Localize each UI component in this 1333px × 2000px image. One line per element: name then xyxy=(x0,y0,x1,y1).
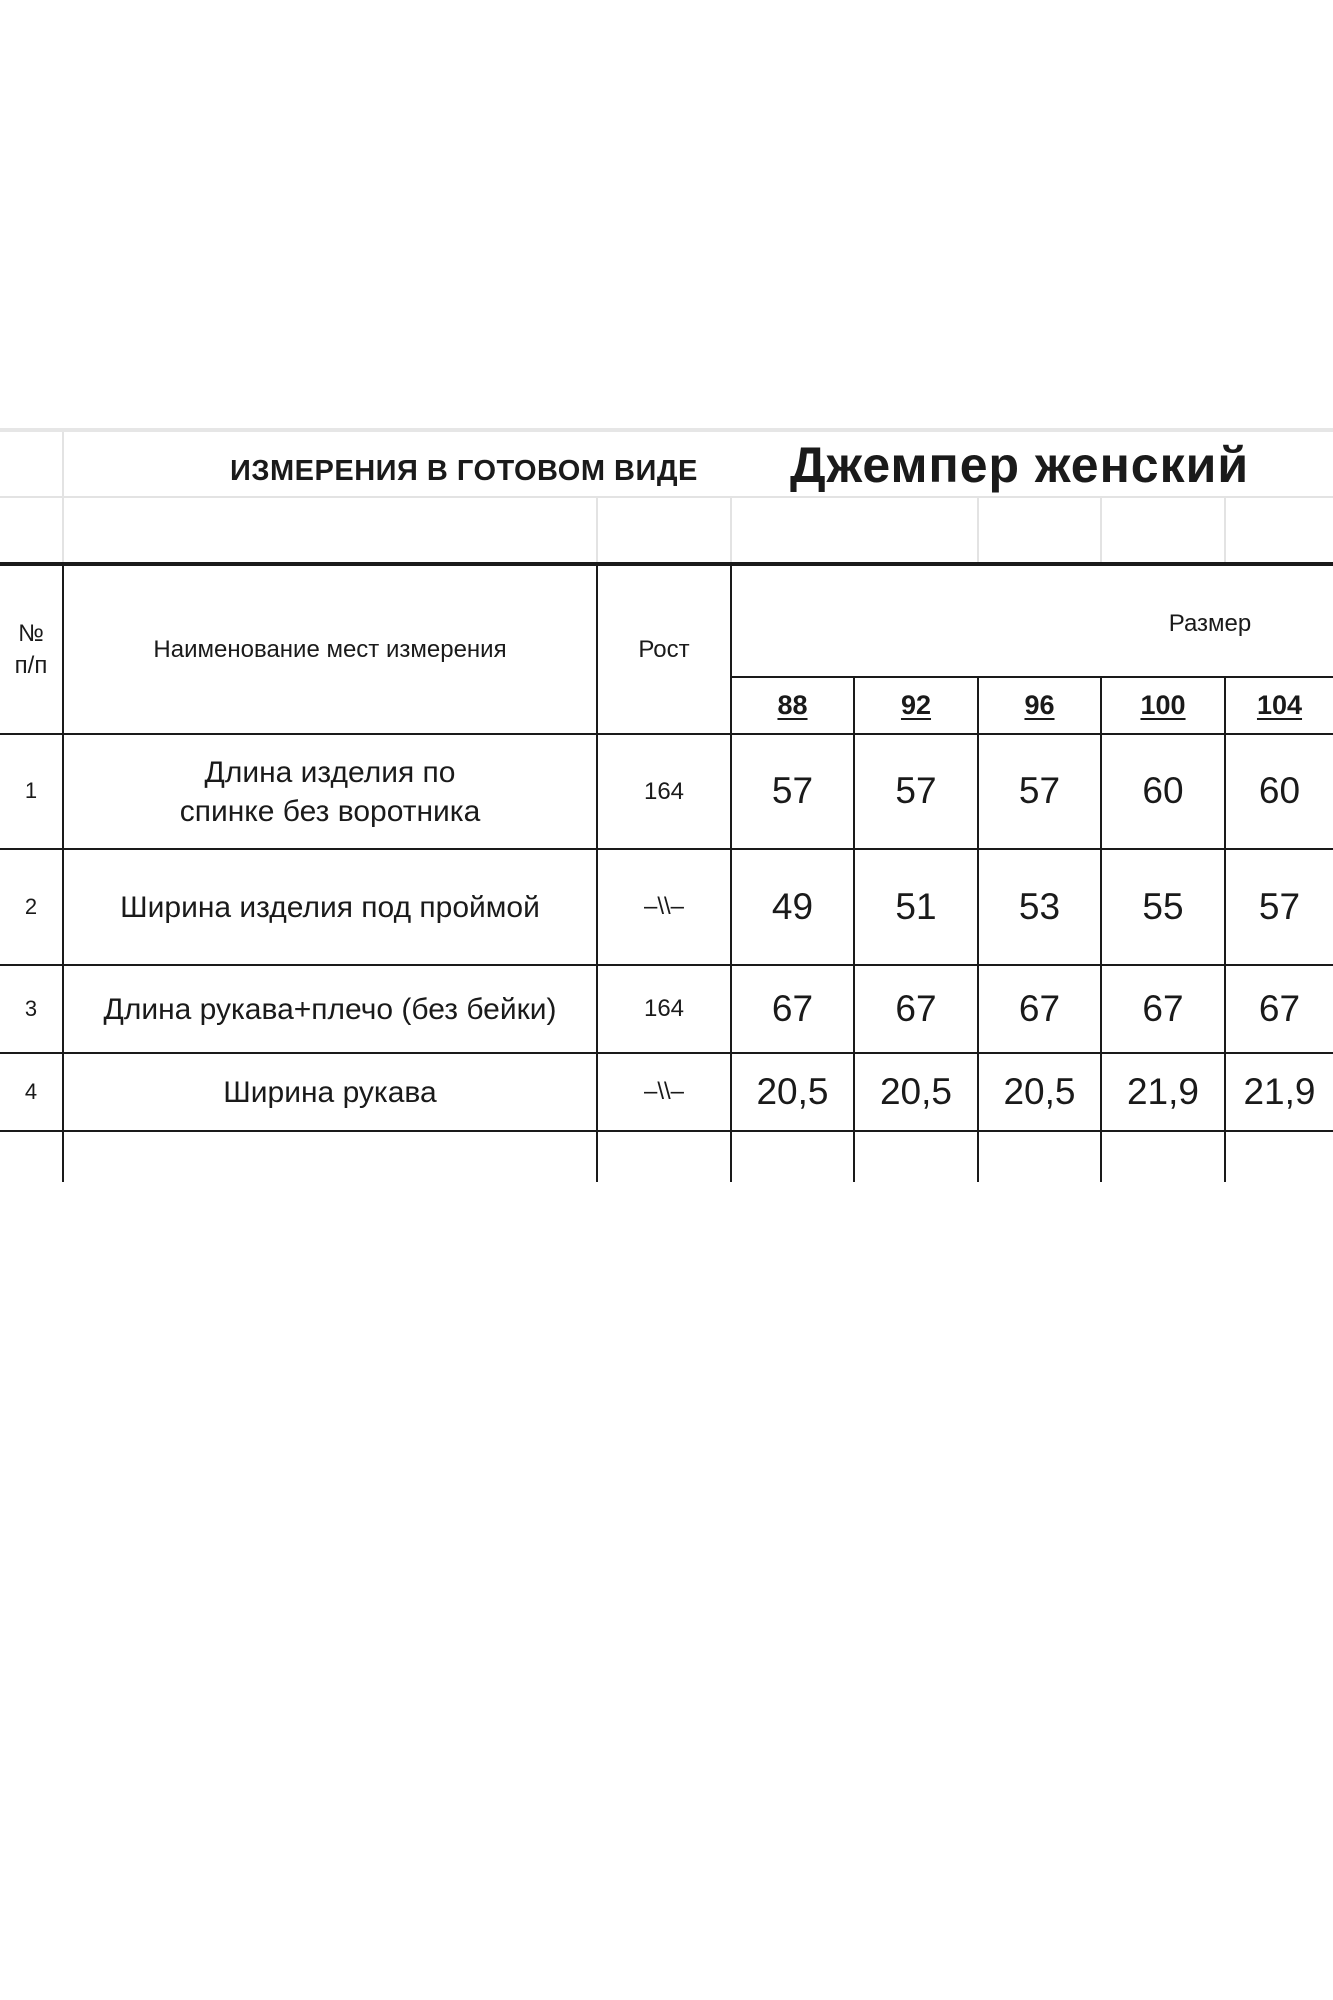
row-2-num: 2 xyxy=(24,893,38,919)
grid-line xyxy=(977,496,979,562)
row-2-value-96: 53 xyxy=(1018,885,1061,927)
row-3-value-96: 67 xyxy=(1018,987,1061,1029)
grid-line xyxy=(1100,496,1102,562)
row-2-name: Ширина изделия под проймой xyxy=(120,890,540,924)
row-3-value-92: 67 xyxy=(895,987,937,1029)
row-4-value-96: 20,5 xyxy=(1003,1070,1076,1112)
row-4-value-100: 21,9 xyxy=(1126,1070,1199,1112)
row-1-value-88: 57 xyxy=(771,770,814,812)
size-92: 92 xyxy=(900,689,932,720)
header-name: Наименование мест измерения xyxy=(153,635,507,663)
row-2-value-88: 49 xyxy=(771,885,814,927)
row-4-height: –\\– xyxy=(643,1078,685,1106)
measurement-table xyxy=(0,428,1333,1182)
row-1-value-96: 57 xyxy=(1018,770,1061,812)
grid-line xyxy=(596,496,598,562)
row-3-name: Длина рукава+плечо (без бейки) xyxy=(103,992,557,1026)
row-line xyxy=(0,1130,1333,1132)
header-num: № п/п xyxy=(14,620,48,679)
row-2-value-100: 55 xyxy=(1142,885,1184,927)
row-3-value-100: 67 xyxy=(1142,987,1184,1029)
grid-line xyxy=(1224,496,1226,562)
row-4-value-92: 20,5 xyxy=(879,1070,952,1112)
row-2-value-104: 57 xyxy=(1258,885,1301,927)
row-3-height: 164 xyxy=(643,995,685,1023)
row-4-num: 4 xyxy=(24,1078,38,1104)
header-height: Рост xyxy=(638,635,690,663)
size-88: 88 xyxy=(777,689,808,720)
row-4-value-104: 21,9 xyxy=(1243,1070,1316,1112)
row-3-value-104: 67 xyxy=(1258,987,1301,1029)
row-1-num: 1 xyxy=(24,778,38,804)
size-104: 104 xyxy=(1256,689,1303,720)
row-3-num: 3 xyxy=(24,995,38,1021)
row-1-value-104: 60 xyxy=(1258,770,1301,812)
row-2-height: –\\– xyxy=(643,893,685,921)
header-size: Размер xyxy=(1168,610,1252,638)
size-100: 100 xyxy=(1140,689,1186,720)
grid-line xyxy=(730,496,732,562)
row-4-name: Ширина рукава xyxy=(223,1075,437,1109)
grid-line xyxy=(62,432,64,562)
row-1-height: 164 xyxy=(643,777,685,805)
row-1-value-100: 60 xyxy=(1142,770,1184,812)
row-1-name: Длина изделия по спинке без воротника xyxy=(179,755,481,828)
table-caption: ИЗМЕРЕНИЯ В ГОТОВОМ ВИДЕ xyxy=(230,455,698,488)
row-2-value-92: 51 xyxy=(895,885,937,927)
row-3-value-88: 67 xyxy=(771,987,814,1029)
size-96: 96 xyxy=(1024,689,1055,720)
row-4-value-88: 20,5 xyxy=(756,1070,829,1112)
row-1-value-92: 57 xyxy=(895,770,937,812)
product-title: Джемпер женский xyxy=(790,436,1250,493)
